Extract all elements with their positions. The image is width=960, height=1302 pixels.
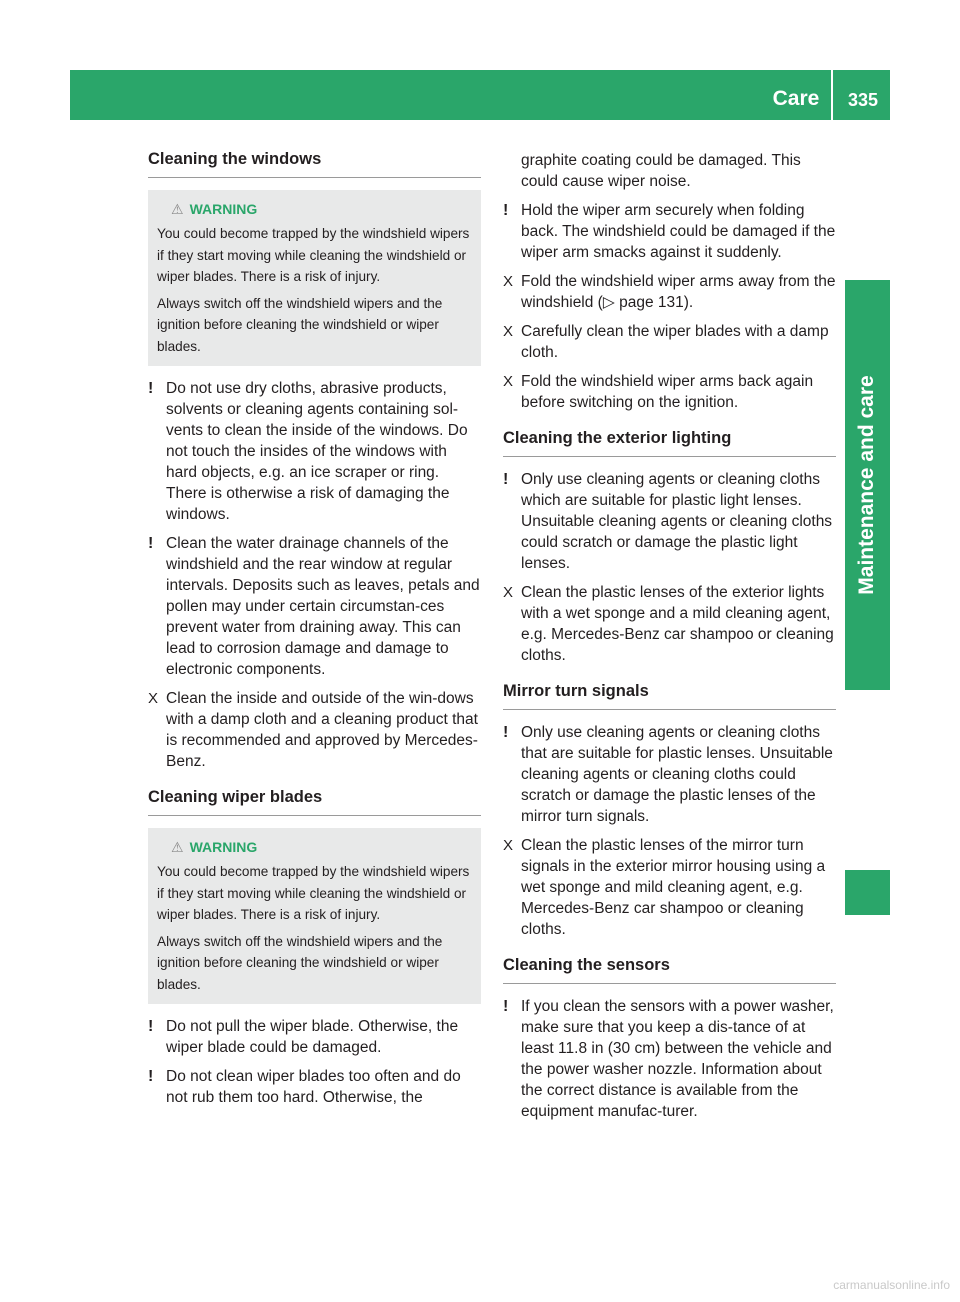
step: X Fold the windshield wiper arms back again before switching on the ignition. (503, 373, 814, 411)
note: ! Do not pull the wiper blade. Otherwise, the wiper blade could be damaged. (148, 1018, 459, 1056)
step: X Fold the windshield wiper arms away from the windshield (▷ page 131). (503, 273, 836, 311)
warning-triangle-icon: ⚠ (171, 839, 184, 855)
step-icon: X (503, 584, 514, 601)
heading-mirror-turn-signals: Mirror turn signals (503, 680, 836, 710)
exclamation-icon: ! (148, 380, 154, 397)
step-icon: X (503, 837, 514, 854)
note: ! Do not use dry cloths, abrasive products, solvents or cleaning agents containing sol-vents to clean the inside of the windows. Do not touch the insides of the windows with hard objects, e.g. an ice scraper or ring. There is otherwise a risk of damaging the windows. (148, 380, 468, 523)
exclamation-icon: ! (148, 1068, 154, 1085)
note: ! Only use cleaning agents or cleaning cloths which are suitable for plastic light lenses. Unsuitable cleaning agents or cleaning cloths could scratch or damage the plastic light lenses. (503, 471, 833, 572)
warning-text: You could become trapped by the windshield wipers if they start moving while cleaning the windshield or wiper blades. There is a risk of injury. (157, 226, 470, 284)
note: ! If you clean the sensors with a power washer, make sure that you keep a dis-tance of at least 11.8 in (30 cm) between the vehicle and the power washer nozzle. Information about the correct distance is available from the equipment manufac-turer. (503, 998, 834, 1120)
side-marker (845, 870, 890, 915)
warning-title: WARNING (189, 839, 258, 855)
step-icon: X (148, 690, 159, 707)
exclamation-icon: ! (148, 1018, 154, 1035)
exclamation-icon: ! (503, 471, 509, 488)
exclamation-icon: ! (503, 998, 509, 1015)
footer-watermark: carmanualsonline.info (833, 1278, 950, 1292)
note: ! Clean the water drainage channels of the windshield and the rear window at regular intervals. Deposits such as leaves, petals and pollen may under certain circumstan-ces prevent water from draining away. This can lead to corrosion damage and damage to electronic components. (148, 535, 480, 678)
exclamation-icon: ! (503, 724, 509, 741)
warning-box (148, 828, 481, 1004)
section-title: Care (772, 87, 820, 110)
warning-text: Always switch off the windshield wipers and the ignition before cleaning the windshield or wiper blades. (157, 295, 443, 354)
heading-cleaning-wiper-blades: Cleaning wiper blades (148, 786, 481, 816)
step: X Clean the plastic lenses of the exterior lights with a wet sponge and a mild cleaning agent, e.g. Mercedes-Benz car shampoo or cleaning cloths. (503, 584, 834, 664)
header-bar (70, 70, 890, 120)
left-column (148, 148, 481, 1116)
exclamation-icon: ! (148, 535, 154, 552)
note: ! Hold the wiper arm securely when folding back. The windshield could be damaged if the wiper arm smacks against it suddenly. (503, 202, 836, 261)
step: X Carefully clean the wiper blades with a damp cloth. (503, 323, 829, 361)
warning-triangle-icon: ⚠ (171, 201, 184, 217)
step-icon: X (503, 323, 514, 340)
heading-cleaning-exterior-lighting: Cleaning the exterior lighting (503, 427, 836, 457)
warning-box (148, 190, 481, 366)
note: ! Do not clean wiper blades too often and do not rub them too hard. Otherwise, the (148, 1068, 461, 1106)
exclamation-icon: ! (503, 202, 509, 219)
page-reference-link[interactable]: ▷ page 131 (602, 294, 684, 311)
step: X Clean the plastic lenses of the mirror turn signals in the exterior mirror housing using a wet sponge and mild cleaning agent, e.g. Mercedes-Benz car shampoo or cleaning cloths. (503, 837, 826, 938)
side-tab-label: Maintenance and care (855, 375, 878, 595)
step: X Clean the inside and outside of the win-dows with a damp cloth and a cleaning product that is recommended and approved by Mercedes-Benz. (148, 690, 478, 770)
note-continuation: graphite coating could be damaged. This could cause wiper noise. (521, 152, 801, 190)
heading-cleaning-windows: Cleaning the windows (148, 148, 481, 178)
page-number: 335 (847, 90, 879, 110)
warning-title: WARNING (189, 201, 258, 217)
note: ! Only use cleaning agents or cleaning cloths that are suitable for plastic lenses. Unsuitable cleaning agents or cleaning cloths could scratch or damage the plastic lenses of the mirror turn signals. (503, 724, 833, 825)
right-column (503, 150, 836, 1130)
step-icon: X (503, 273, 514, 290)
warning-text: Always switch off the windshield wipers and the ignition before cleaning the windshield or wiper blades. (157, 933, 443, 992)
reference-arrow-icon: ▷ (602, 294, 615, 311)
header-divider (831, 70, 833, 120)
step-icon: X (503, 373, 514, 390)
heading-cleaning-sensors: Cleaning the sensors (503, 954, 836, 984)
warning-text: You could become trapped by the windshield wipers if they start moving while cleaning the windshield or wiper blades. There is a risk of injury. (157, 864, 470, 922)
